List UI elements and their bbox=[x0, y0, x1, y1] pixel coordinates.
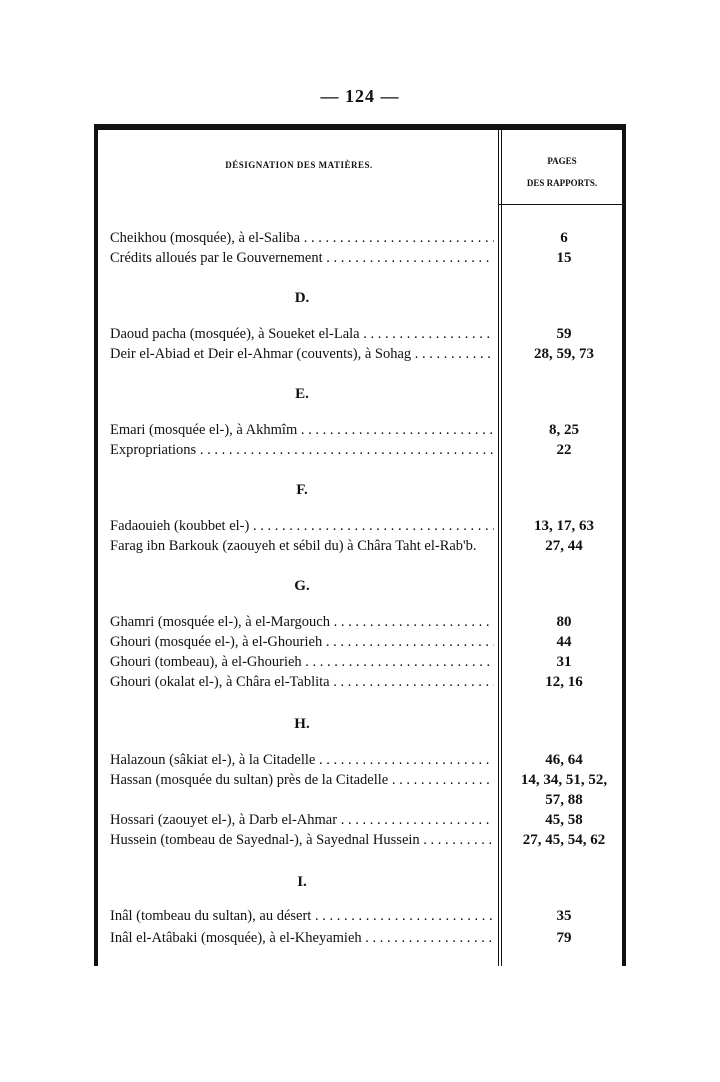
index-entry bbox=[110, 324, 618, 344]
index-entry bbox=[110, 612, 618, 632]
index-entry bbox=[110, 750, 618, 770]
index-entry bbox=[110, 440, 618, 460]
section-letter: H. bbox=[294, 716, 310, 732]
entry-label: Farag ibn Barkouk (zaouyeh et sébil du) à Châra Taht el-Rab'b. bbox=[110, 538, 477, 554]
entry-pages: 46, 64 bbox=[545, 752, 583, 768]
section-letter: I. bbox=[297, 874, 307, 890]
entry-label: Cheikhou (mosquée), à el-Saliba . . . bbox=[110, 228, 494, 248]
entry-label: Inâl el-Atâbaki (mosquée), à el-Kheyamieh . . . bbox=[110, 928, 494, 948]
pages-header bbox=[502, 150, 622, 194]
index-entry bbox=[110, 810, 618, 830]
entry-label: Ghouri (mosquée el-), à el-Ghourieh . . . bbox=[110, 632, 494, 652]
index-entry-continuation bbox=[110, 790, 618, 810]
entry-pages: 15 bbox=[556, 250, 572, 266]
entry-label: Ghamri (mosquée el-), à el-Margouch . . . bbox=[110, 612, 494, 632]
entry-label: Crédits alloués par le Gouvernement . . . bbox=[110, 248, 494, 268]
entry-pages: 6 bbox=[560, 230, 568, 246]
index-entry bbox=[110, 906, 618, 926]
index-entry bbox=[110, 830, 618, 850]
entry-label: Inâl (tombeau du sultan), au désert . . . bbox=[110, 906, 494, 926]
entry-pages: 28, 59, 73 bbox=[534, 346, 594, 362]
table-top-rule bbox=[94, 124, 626, 130]
index-entry bbox=[110, 652, 618, 672]
entry-pages: 80 bbox=[556, 614, 572, 630]
pages-header-line1: PAGES bbox=[547, 156, 577, 166]
table-left-rule bbox=[94, 124, 98, 966]
entry-label: Halazoun (sâkiat el-), à la Citadelle . . . bbox=[110, 750, 494, 770]
section-letter: D. bbox=[294, 290, 310, 306]
page-number: — 124 — bbox=[320, 86, 400, 106]
entry-pages: 35 bbox=[556, 908, 572, 924]
entry-pages: 79 bbox=[556, 930, 572, 946]
entry-label: Expropriations . . . bbox=[110, 440, 494, 460]
entry-label: Ghouri (tombeau), à el-Ghourieh . . . bbox=[110, 652, 494, 672]
entry-label: Hussein (tombeau de Sayednal-), à Sayednal Hussein . . . bbox=[110, 830, 494, 850]
index-entry bbox=[110, 632, 618, 652]
entry-pages: 45, 58 bbox=[545, 812, 583, 828]
entry-pages: 57, 88 bbox=[545, 792, 583, 808]
entry-label: Deir el-Abiad et Deir el-Ahmar (couvents), à Sohag . . . bbox=[110, 344, 494, 364]
entry-label: Ghouri (okalat el-), à Châra el-Tablita . . . bbox=[110, 672, 494, 692]
entry-label: Hassan (mosquée du sultan) près de la Citadelle . . . bbox=[110, 770, 494, 790]
header-rule bbox=[498, 204, 626, 205]
entry-pages: 31 bbox=[556, 654, 572, 670]
index-entry bbox=[110, 344, 618, 364]
entry-pages: 44 bbox=[556, 634, 572, 650]
entry-pages: 59 bbox=[556, 326, 572, 342]
index-entry bbox=[110, 516, 618, 536]
entry-pages: 22 bbox=[556, 442, 572, 458]
entry-pages: 14, 34, 51, 52, bbox=[520, 772, 608, 788]
index-entry bbox=[110, 536, 618, 556]
entry-pages: 13, 17, 63 bbox=[534, 518, 594, 534]
index-entry bbox=[110, 770, 618, 790]
entry-label: Fadaouieh (koubbet el-) . . . bbox=[110, 516, 494, 536]
entry-label: Daoud pacha (mosquée), à Soueket el-Lala . . . bbox=[110, 324, 494, 344]
entry-label: Emari (mosquée el-), à Akhmîm . . . bbox=[110, 420, 494, 440]
entry-pages: 27, 44 bbox=[545, 538, 583, 554]
entry-pages: 8, 25 bbox=[549, 422, 579, 438]
entry-pages: 12, 16 bbox=[545, 674, 583, 690]
pages-header-line2: DES RAPPORTS. bbox=[526, 178, 598, 188]
index-table bbox=[94, 124, 626, 966]
designation-header: DÉSIGNATION DES MATIÈRES. bbox=[225, 160, 373, 170]
index-entry bbox=[110, 672, 618, 692]
entry-pages: 27, 45, 54, 62 bbox=[522, 832, 606, 848]
index-entry bbox=[110, 228, 618, 248]
index-entry bbox=[110, 928, 618, 948]
section-letter: E. bbox=[295, 386, 309, 402]
index-entry bbox=[110, 420, 618, 440]
index-entry bbox=[110, 248, 618, 268]
section-letter: F. bbox=[296, 482, 308, 498]
section-letter: G. bbox=[294, 578, 310, 594]
entry-label: Hossari (zaouyet el-), à Darb el-Ahmar . . . bbox=[110, 810, 494, 830]
